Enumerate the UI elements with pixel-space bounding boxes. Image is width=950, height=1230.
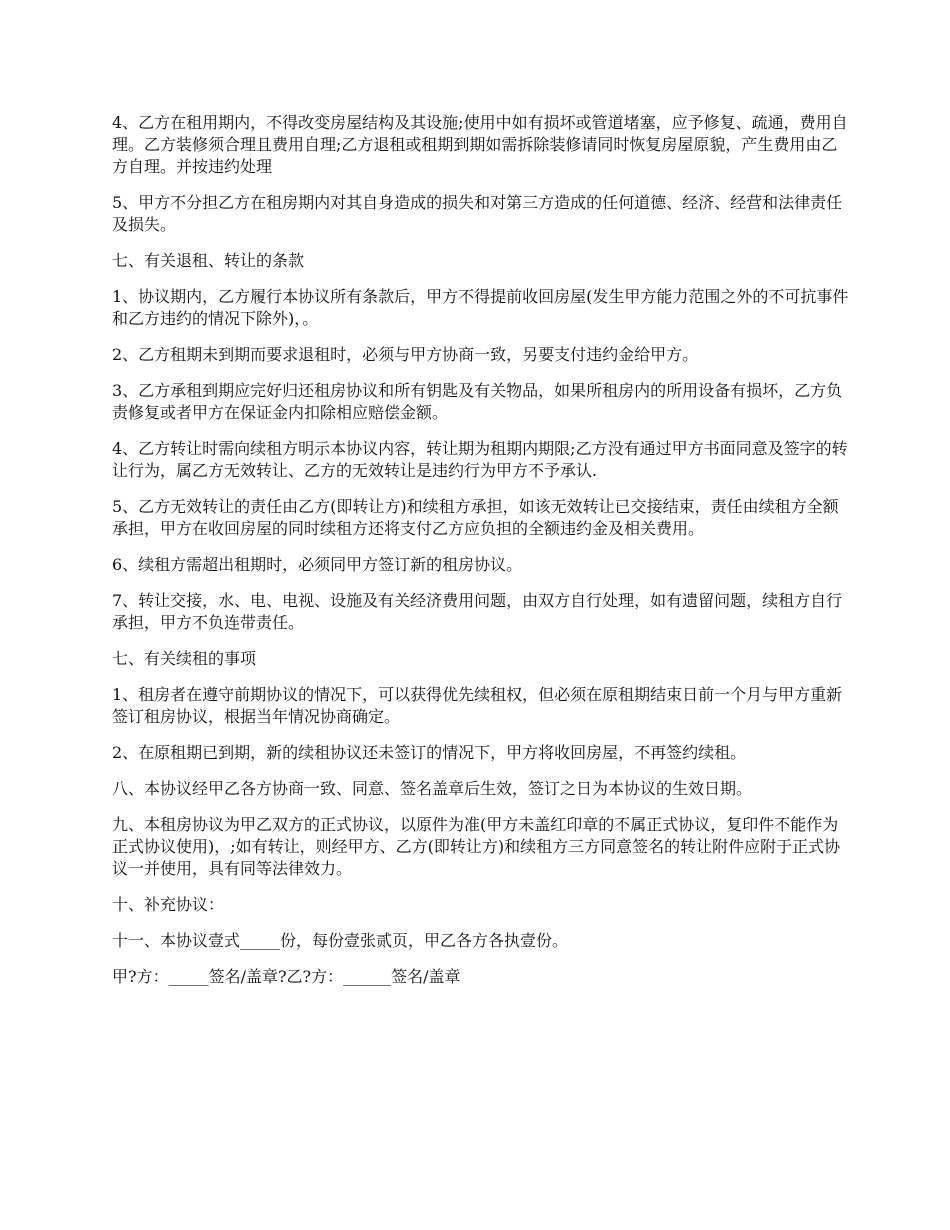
clause-paragraph: 2、在原租期已到期，新的续租协议还未签订的情况下，甲方将收回房屋，不再签约续租。 xyxy=(112,743,747,762)
clause-paragraph: 九、本租房协议为甲乙双方的正式协议，以原件为准(甲方未盖红印章的不属正式协议，复印件不能作为正式协议使用)，;如有转让，则经甲方、乙方(即转让方)和续租方三方同意签名的转让附件应附于正式协议一并使用，具有同等法律效力。 xyxy=(112,815,841,878)
clause-paragraph: 5、甲方不分担乙方在租房期内对其自身造成的损失和对第三方造成的任何道德、经济、经营和法律责任及损失。 xyxy=(112,193,843,234)
clause-paragraph: 4、乙方在租用期内，不得改变房屋结构及其设施;使用中如有损坏或管道堵塞，应予修复、疏通，费用自理。乙方装修须合理且费用自理;乙方退租或租期到期如需拆除装修请同时恢复房屋原貌，产生费用由乙方自理。并按违约处理 xyxy=(112,113,848,176)
clause-paragraph: 1、租房者在遵守前期协议的情况下，可以获得优先续租权，但必须在原租期结束日前一个月与甲方重新签订租房协议，根据当年情况协商确定。 xyxy=(112,685,843,726)
section-heading: 七、有关退租、转让的条款 xyxy=(112,251,305,270)
clause-paragraph: 5、乙方无效转让的责任由乙方(即转让方)和续租方承担，如该无效转让已交接结束，责任由续租方全额承担，甲方在收回房屋的同时续租方还将支付乙方应负担的全额违约金及相关费用。 xyxy=(112,497,839,538)
section-heading: 七、有关续租的事项 xyxy=(112,649,257,668)
clause-paragraph: 6、续租方需超出租期时，必须同甲方签订新的租房协议。 xyxy=(112,555,523,574)
clause-paragraph: 7、转让交接，水、电、电视、设施及有关经济费用问题，由双方自行处理，如有遗留问题，续租方自行承担，甲方不负连带责任。 xyxy=(112,591,843,632)
section-heading: 十、补充协议： xyxy=(112,895,225,914)
clause-paragraph: 2、乙方租期未到期而要求退租时，必须与甲方协商一致，另要支付违约金给甲方。 xyxy=(112,345,699,364)
clause-paragraph: 八、本协议经甲乙各方协商一致、同意、签名盖章后生效，签订之日为本协议的生效日期。 xyxy=(112,779,753,798)
signature-line: 甲?方：_____签名/盖章?乙?方：______签名/盖章 xyxy=(112,967,461,986)
document-body xyxy=(112,112,852,1002)
clause-paragraph: 4、乙方转让时需向续租方明示本协议内容，转让期为租期内期限;乙方没有通过甲方书面同意及签字的转让行为，属乙方无效转让、乙方的无效转让是违约行为甲方不予承认. xyxy=(112,439,848,480)
clause-paragraph: 3、乙方承租到期应完好归还租房协议和所有钥匙及有关物品，如果所租房内的所用设备有损坏，乙方负责修复或者甲方在保证金内扣除相应赔偿金额。 xyxy=(112,381,843,422)
clause-paragraph: 十一、本协议壹式_____份，每份壹张贰页，甲乙各方各执壹份。 xyxy=(112,931,569,950)
clause-paragraph: 1、协议期内，乙方履行本协议所有条款后，甲方不得提前收回房屋(发生甲方能力范围之外的不可抗事件和乙方违约的情况下除外)，。 xyxy=(112,287,849,328)
